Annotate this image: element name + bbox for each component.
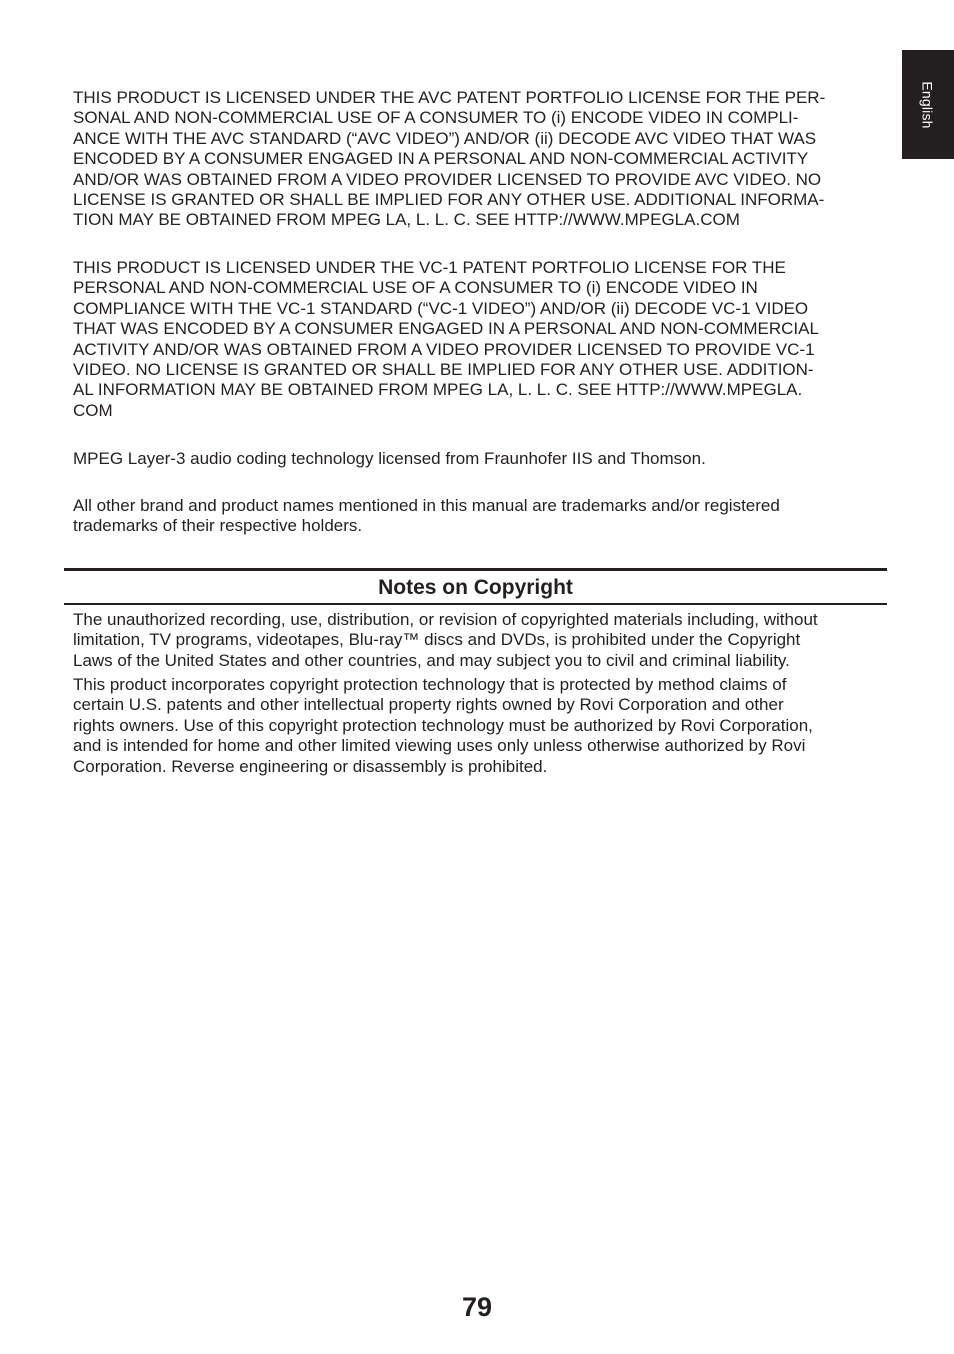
language-tab <box>902 50 954 159</box>
trademarks-paragraph: All other brand and product names mentioned in this manual are trademarks and/or registered trademarks of their respective holders. <box>73 496 780 536</box>
language-tab-label: English <box>919 80 936 129</box>
section-top-divider <box>64 568 887 571</box>
section-bottom-divider <box>64 603 887 605</box>
copyright-paragraph-2: This product incorporates copyright protection technology that is protected by method claims of certain U.S. patents and other intellectual property rights owned by Rovi Corporation and other rights owners. Use of this copyright protection technology must be authorized by Rovi Corporation, and is intended for home and other limited viewing uses only unless otherwise authorized by Rovi Corporation. Reverse engineering or disassembly is prohibited. <box>73 675 813 776</box>
copyright-paragraph-1: The unauthorized recording, use, distribution, or revision of copyrighted materials including, without limitation, TV programs, videotapes, Blu-ray™ discs and DVDs, is prohibited under the Copyright Laws of the United States and other countries, and may subject you to civil and criminal liability. <box>73 610 818 670</box>
section-title: Notes on Copyright <box>378 576 573 599</box>
avc-license-paragraph: THIS PRODUCT IS LICENSED UNDER THE AVC PATENT PORTFOLIO LICENSE FOR THE PER- SONAL AND NON-COMMERCIAL USE OF A CONSUMER TO (i) ENCODE VIDEO IN COMPLI- ANCE WITH THE AVC STANDARD (“AVC VIDEO”) AND/OR (ii) DECODE AVC VIDEO THAT WAS ENCODED BY A CONSUMER ENGAGED IN A PERSONAL AND NON-COMMERCIAL ACTIVITY AND/OR WAS OBTAINED FROM A VIDEO PROVIDER LICENSED TO PROVIDE AVC VIDEO. NO LICENSE IS GRANTED OR SHALL BE IMPLIED FOR ANY OTHER USE. ADDITIONAL INFORMA- TION MAY BE OBTAINED FROM MPEG LA, L. L. C. SEE HTTP://WWW.MPEGLA.COM <box>73 88 826 230</box>
mpeg-layer3-paragraph: MPEG Layer-3 audio coding technology licensed from Fraunhofer IIS and Thomson. <box>73 449 706 468</box>
vc1-license-paragraph: THIS PRODUCT IS LICENSED UNDER THE VC-1 PATENT PORTFOLIO LICENSE FOR THE PERSONAL AND NON-COMMERCIAL USE OF A CONSUMER TO (i) ENCODE VIDEO IN COMPLIANCE WITH THE VC-1 STANDARD (“VC-1 VIDEO”) AND/OR (ii) DECODE VC-1 VIDEO THAT WAS ENCODED BY A CONSUMER ENGAGED IN A PERSONAL AND NON-COMMERCIAL ACTIVITY AND/OR WAS OBTAINED FROM A VIDEO PROVIDER LICENSED TO PROVIDE VC-1 VIDEO. NO LICENSE IS GRANTED OR SHALL BE IMPLIED FOR ANY OTHER USE. ADDITION- AL INFORMATION MAY BE OBTAINED FROM MPEG LA, L. L. C. SEE HTTP://WWW.MPEGLA. COM <box>73 258 819 420</box>
page-number: 79 <box>461 1292 493 1322</box>
